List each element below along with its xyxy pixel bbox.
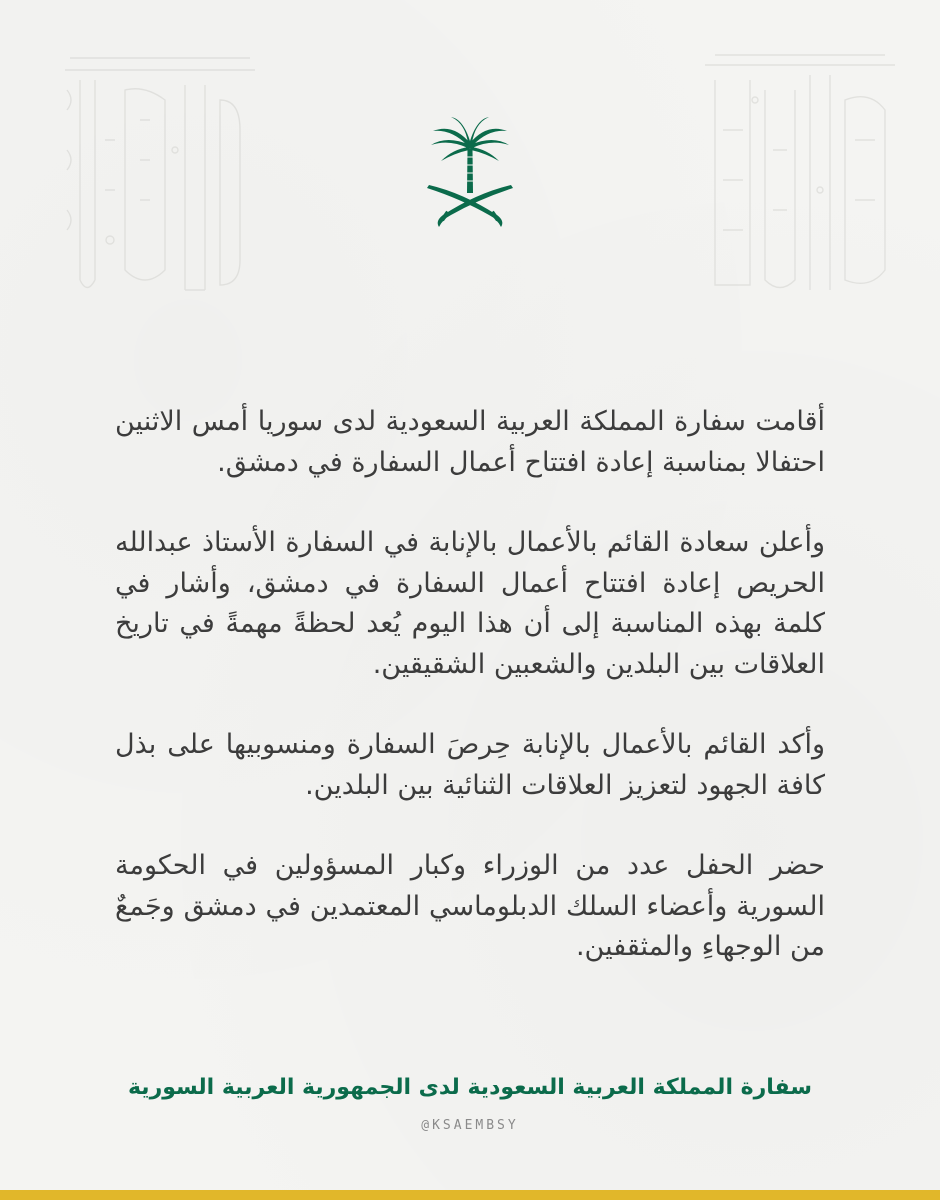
paragraph-confirmation: وأكد القائم بالأعمال بالإنابة حِرصَ السفارة ومنسوبيها على بذل كافة الجهود لتعزيز العلاقات الثنائية بين البلدين. <box>115 729 825 801</box>
embassy-name: سفارة المملكة العربية السعودية لدى الجمهورية العربية السورية <box>127 1075 813 1100</box>
paragraph-announcement: وأعلن سعادة القائم بالأعمال بالإنابة في السفارة الأستاذ عبدالله الحريص إعادة افتتاح أعمال السفارة في دمشق، وأشار في كلمة بهذه المناسبة إلى أن هذا اليوم يُعد لحظةً مهمةً في تاريخ العلاقات بين البلدين والشعبين الشقيقين. <box>115 527 825 680</box>
calligraphy-watermark-right <box>695 40 905 305</box>
social-handle: @KSAEMBSY <box>421 1118 519 1133</box>
saudi-emblem-icon <box>423 115 517 233</box>
paragraph-attendees: حضر الحفل عدد من الوزراء وكبار المسؤولين في الحكومة السورية وأعضاء السلك الدبلوماسي المعتمدين في دمشق وجَمعٌ من الوجهاءِ والمثقفين. <box>115 850 825 962</box>
calligraphy-watermark-left <box>55 40 265 305</box>
bottom-accent-bar <box>0 1190 940 1200</box>
announcement-body <box>115 402 825 968</box>
paragraph-opening: أقامت سفارة المملكة العربية السعودية لدى سوريا أمس الاثنين احتفالا بمناسبة إعادة افتتاح أعمال السفارة في دمشق. <box>115 406 825 478</box>
